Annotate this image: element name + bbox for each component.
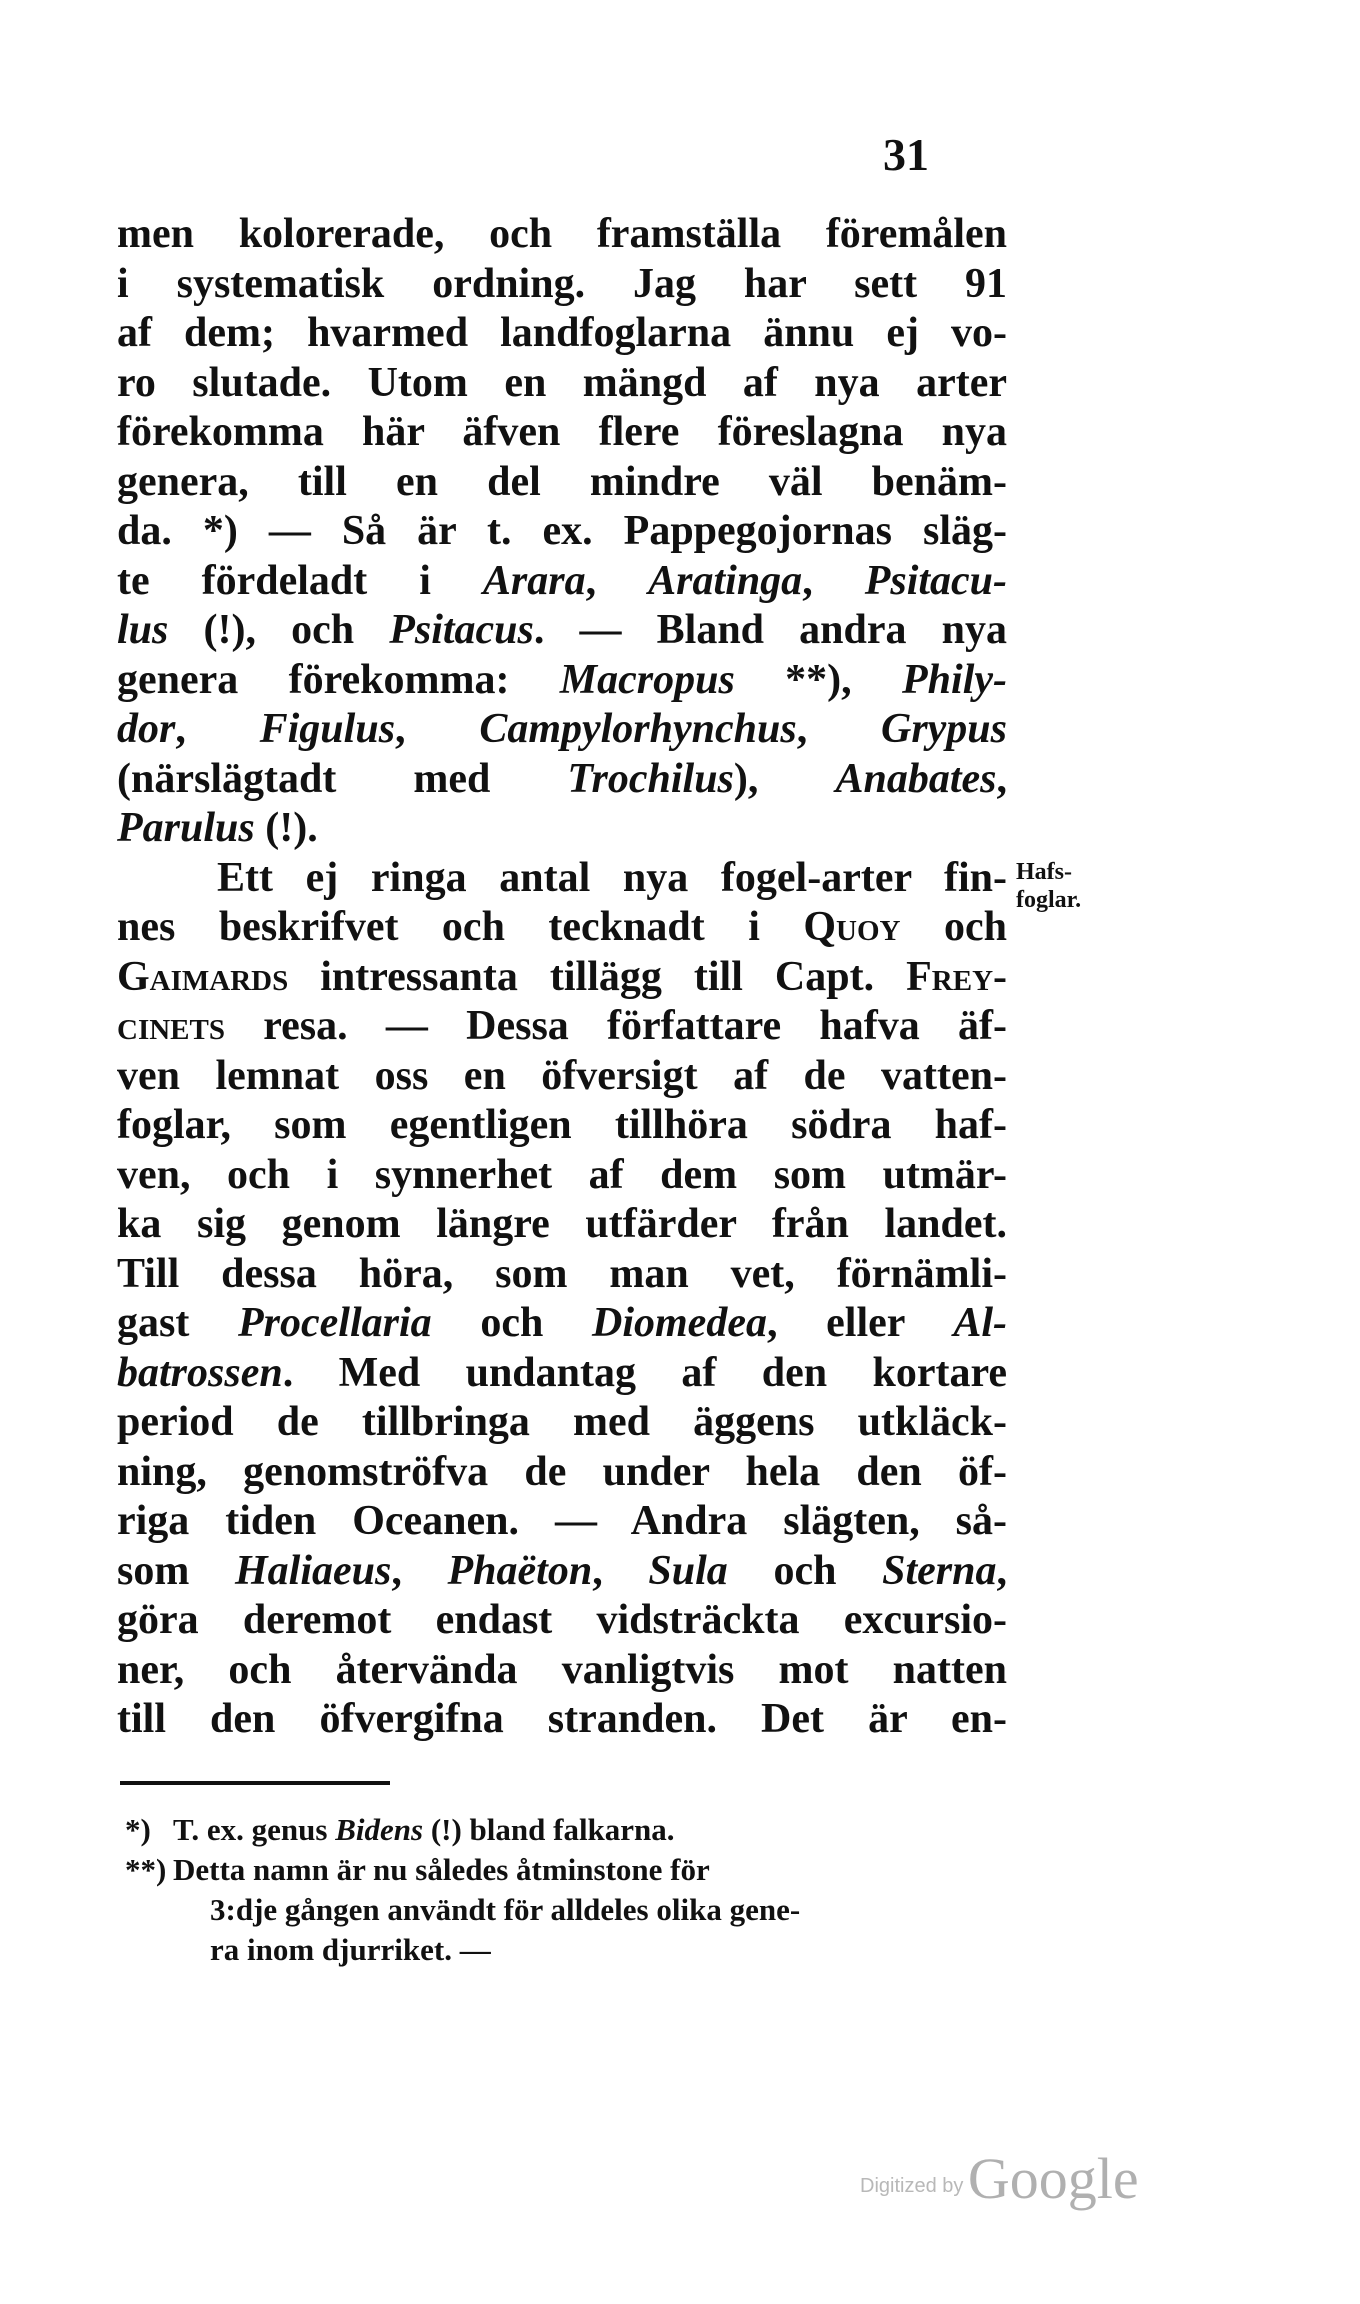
genus-name: Macropus	[559, 656, 735, 703]
author-name: Frey-	[906, 953, 1007, 1000]
margin-note-line: Hafs-	[1016, 859, 1072, 885]
text-line: men kolorerade, och framställa föremålen	[117, 211, 1007, 257]
genus-name: dor	[117, 706, 176, 752]
genus-name: Psitacus	[389, 607, 534, 653]
google-logo: Google	[967, 2146, 1139, 2211]
genus-name: Campylorhynchus	[479, 706, 797, 752]
genus-name: Phaëton	[447, 1547, 593, 1594]
text-line: foglar, som egentligen tillhöra södra haf-	[117, 1102, 1007, 1148]
genus-name: Arara	[482, 557, 586, 604]
body-text	[117, 210, 1007, 1745]
genus-name: batrossen	[117, 1349, 283, 1396]
footnote-rule	[120, 1781, 390, 1785]
text-line: riga tiden Oceanen. — Andra slägten, så-	[117, 1498, 1007, 1544]
text-line: period de tillbringa med äggens utkläck-	[117, 1399, 1007, 1445]
text-line: Ett ej ringa antal nya fogel-arter fin-	[217, 854, 1007, 901]
text-line: Gaimards intressanta tillägg till Capt. Frey-	[117, 953, 1007, 1000]
text-line: ka sig genom längre utfärder från landet.	[117, 1201, 1007, 1247]
genus-name: Anabates	[835, 755, 997, 802]
text-line: da. *) — Så är t. ex. Pappegojornas släg-	[117, 508, 1007, 554]
genus-name: Bidens	[335, 1812, 424, 1847]
text-line: af dem; hvarmed landfoglarna ännu ej vo-	[117, 310, 1007, 356]
text-line: ro slutade. Utom en mängd af nya arter	[117, 359, 1007, 406]
author-name: Gaimards	[117, 953, 289, 1000]
genus-name: Sterna	[882, 1547, 997, 1594]
text-line: ner, och återvända vanligtvis mot natten	[117, 1646, 1007, 1693]
genus-name: Parulus	[117, 805, 255, 851]
text-line: nes beskrifvet och tecknadt i Quoy och	[117, 904, 1007, 950]
genus-name: Trochilus	[567, 755, 734, 802]
text-line: cinets resa. — Dessa författare hafva äf-	[117, 1003, 1007, 1049]
genus-name: Al-	[953, 1300, 1007, 1346]
genus-name: Sula	[648, 1547, 728, 1594]
text-line: Till dessa höra, som man vet, förnämli-	[117, 1250, 1007, 1297]
genus-name: Haliaeus	[235, 1547, 392, 1594]
text-line: genera förekomma: Macropus **), Phily-	[117, 656, 1007, 703]
digitized-watermark	[860, 2145, 1139, 2212]
watermark-prefix: Digitized by	[860, 2175, 964, 2197]
margin-note	[1016, 858, 1081, 914]
text-line: ven lemnat oss en öfversigt af de vatten-	[117, 1052, 1007, 1099]
text-line: (närslägtadt med Trochilus), Anabates,	[117, 755, 1007, 802]
text-line: gast Procellaria och Diomedea, eller Al-	[117, 1300, 1007, 1346]
text-line: Parulus (!).	[117, 805, 318, 851]
text-line: genera, till en del mindre väl benäm-	[117, 458, 1007, 505]
genus-name: Phily-	[902, 656, 1007, 703]
footnote-continuation: 3:dje gången användt för alldeles olika gene-	[210, 1892, 801, 1927]
genus-name: Figulus	[259, 706, 396, 752]
genus-name: Aratinga	[648, 557, 803, 604]
genus-name: Diomedea	[592, 1300, 767, 1346]
footnote-continuation: ra inom djurriket. —	[210, 1932, 491, 1967]
text-line: ven, och i synnerhet af dem som utmär-	[117, 1151, 1007, 1198]
text-line: batrossen. Med undantag af den kortare	[117, 1349, 1007, 1396]
footnote-mark: *)	[125, 1812, 151, 1847]
genus-name: Psitacu-	[864, 557, 1008, 604]
text-line: till den öfvergifna stranden. Det är en-	[117, 1696, 1007, 1742]
text-line: göra deremot endast vidsträckta excursio-	[117, 1597, 1007, 1643]
page-number: 31	[883, 129, 929, 180]
genus-name: lus	[117, 607, 169, 653]
footnote-mark: **)	[125, 1852, 167, 1887]
genus-name: Procellaria	[238, 1300, 432, 1346]
text-line: ning, genomströfva de under hela den öf-	[117, 1448, 1007, 1495]
text-line: te fördeladt i Arara, Aratinga, Psitacu-	[117, 557, 1008, 604]
margin-note-line: foglar.	[1016, 887, 1082, 913]
text-line: som Haliaeus, Phaëton, Sula och Sterna,	[117, 1547, 1007, 1594]
author-name: cinets	[117, 1003, 225, 1049]
text-line: förekomma här äfven flere föreslagna nya	[117, 409, 1007, 455]
text-line: i systematisk ordning. Jag har sett 91	[117, 260, 1007, 307]
text-line: lus (!), och Psitacus. — Bland andra nya	[117, 607, 1007, 653]
footnote: *) T. ex. genus Bidens (!) bland falkarna.	[125, 1810, 1005, 1850]
footnotes	[125, 1810, 1005, 1970]
text-line: dor, Figulus, Campylorhynchus, Grypus	[117, 706, 1008, 752]
footnote: **) Detta namn är nu således åtminstone för	[125, 1850, 1005, 1890]
genus-name: Grypus	[880, 706, 1008, 752]
author-name: Quoy	[803, 904, 901, 950]
